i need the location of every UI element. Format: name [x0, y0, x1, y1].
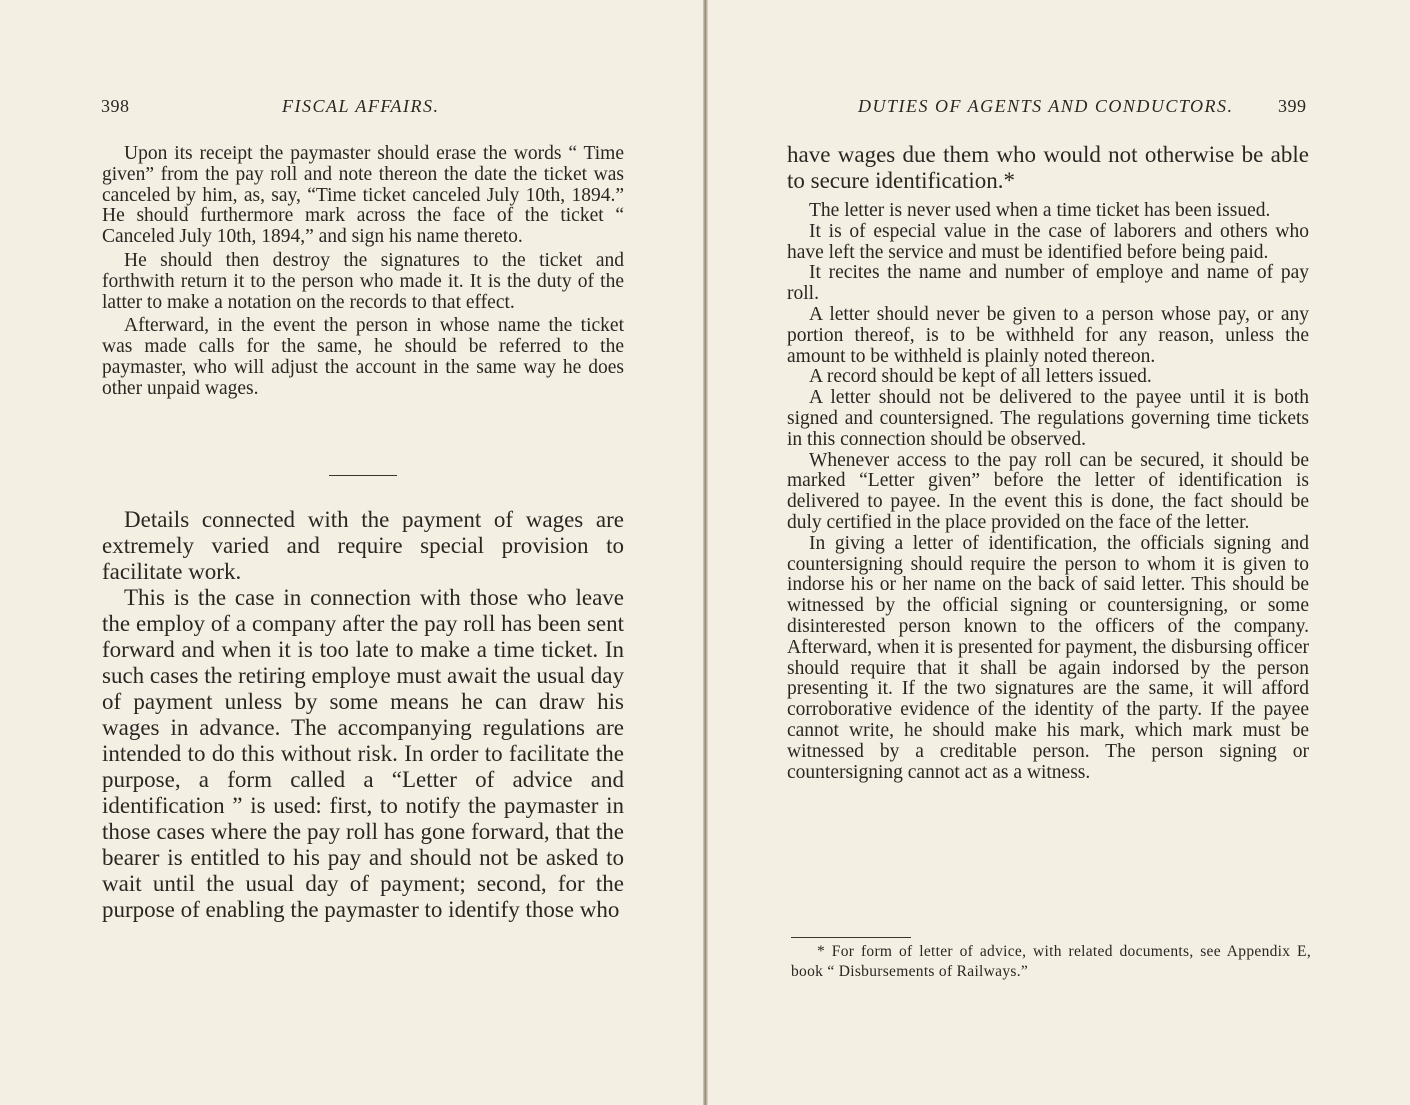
right-paragraph-1: The letter is never used when a time ticket has been issued.: [809, 200, 1271, 221]
left-large-paragraph-2: This is the case in connection with those who leave the employ of a company after the pay roll has been sent forward and when it is too late to make a time ticket. In such cases the retiring employe must await the usual day of payment unless by some means he can draw his wages in advance. The accompanying regulations are intended to do this without risk. In order to facilitate the purpose, a form called a “Letter of advice and identification ” is used: first, to notify the paymaster in those cases where the pay roll has gone forward, that the bearer is entitled to his pay and should not be asked to wait until the usual day of payment; second, for the purpose of enabling the paymaster to identify those who: [102, 585, 624, 922]
right-paragraph-4: A letter should never be given to a person whose pay, or any portion thereof, is to be withheld for any reason, unless the amount to be withheld is plainly noted thereon.: [787, 303, 1309, 367]
right-paragraph-2: It is of especial value in the case of laborers and others who have left the service and must be identified before being paid.: [787, 220, 1309, 263]
left-paragraph-2: He should then destroy the signatures to the ticket and forthwith return it to the person who made it. It is the duty of the latter to make a notation on the records to that effect.: [102, 249, 624, 313]
left-small-text: [102, 144, 624, 400]
left-paragraph-1: Upon its receipt the paymaster should erase the words “ Time given” from the pay roll and note thereon the date the ticket was canceled by him, as, say, “Time ticket canceled July 10th, 1894.” He should furthermore mark across the face of the ticket “ Canceled July 10th, 1894,” and sign his name thereto.: [102, 143, 624, 248]
right-paragraph-3: It recites the name and number of employe and name of pay roll.: [787, 262, 1309, 305]
left-large-paragraph-1: Details connected with the payment of wages are extremely varied and require special provision to facilitate work.: [102, 507, 624, 584]
left-paragraph-3: Afterward, in the event the person in whose name the ticket was made calls for the same, he should be referred to the paymaster, who will adjust the account in the same way he does other unpaid wages.: [102, 315, 624, 399]
left-running-head: FISCAL AFFAIRS.: [282, 96, 440, 116]
right-paragraph-8: In giving a letter of identification, the officials signing and countersigning should require the person to whom it is given to indorse his or her name on the back of said letter. This should be witnessed by the official signing or countersigning, or some disinterested person known to the officers of the company. Afterward, when it is presented for payment, the disbursing officer should require that it shall be again indorsed by the person presenting it. If the two signatures are the same, it will afford corroborative evidence of the identity of the party. If the payee cannot write, he should make his mark, which mark must be witnessed by a creditable person. The person signing or countersigning cannot act as a witness.: [787, 532, 1309, 783]
right-page: [708, 0, 1410, 1105]
footnote-text: * For form of letter of advice, with related documents, see Appendix E, book “ Disbursements of Railways.”: [791, 943, 1311, 980]
continuation-paragraph: have wages due them who would not otherwise be able to secure identification.*: [787, 142, 1309, 193]
footnote: [791, 942, 1311, 982]
left-page-number: 398: [101, 96, 130, 116]
section-divider: [329, 475, 397, 476]
right-paragraph-7: Whenever access to the pay roll can be secured, it should be marked “Letter given” before the letter of identification is delivered to payee. In the event this is done, the fact should be duly certified in the place provided on the face of the letter.: [787, 449, 1309, 533]
right-small-text: [787, 201, 1309, 783]
left-large-text: [102, 507, 624, 923]
right-page-number: 399: [1278, 96, 1307, 116]
right-running-head: DUTIES OF AGENTS AND CONDUCTORS.: [858, 96, 1234, 116]
right-continuation-text: [787, 142, 1309, 194]
right-paragraph-6: A letter should not be delivered to the payee until it is both signed and countersigned. The regulations governing time tickets in this connection should be observed.: [787, 387, 1309, 450]
right-paragraph-5: A record should be kept of all letters issued.: [809, 366, 1152, 388]
footnote-rule: [791, 937, 911, 938]
